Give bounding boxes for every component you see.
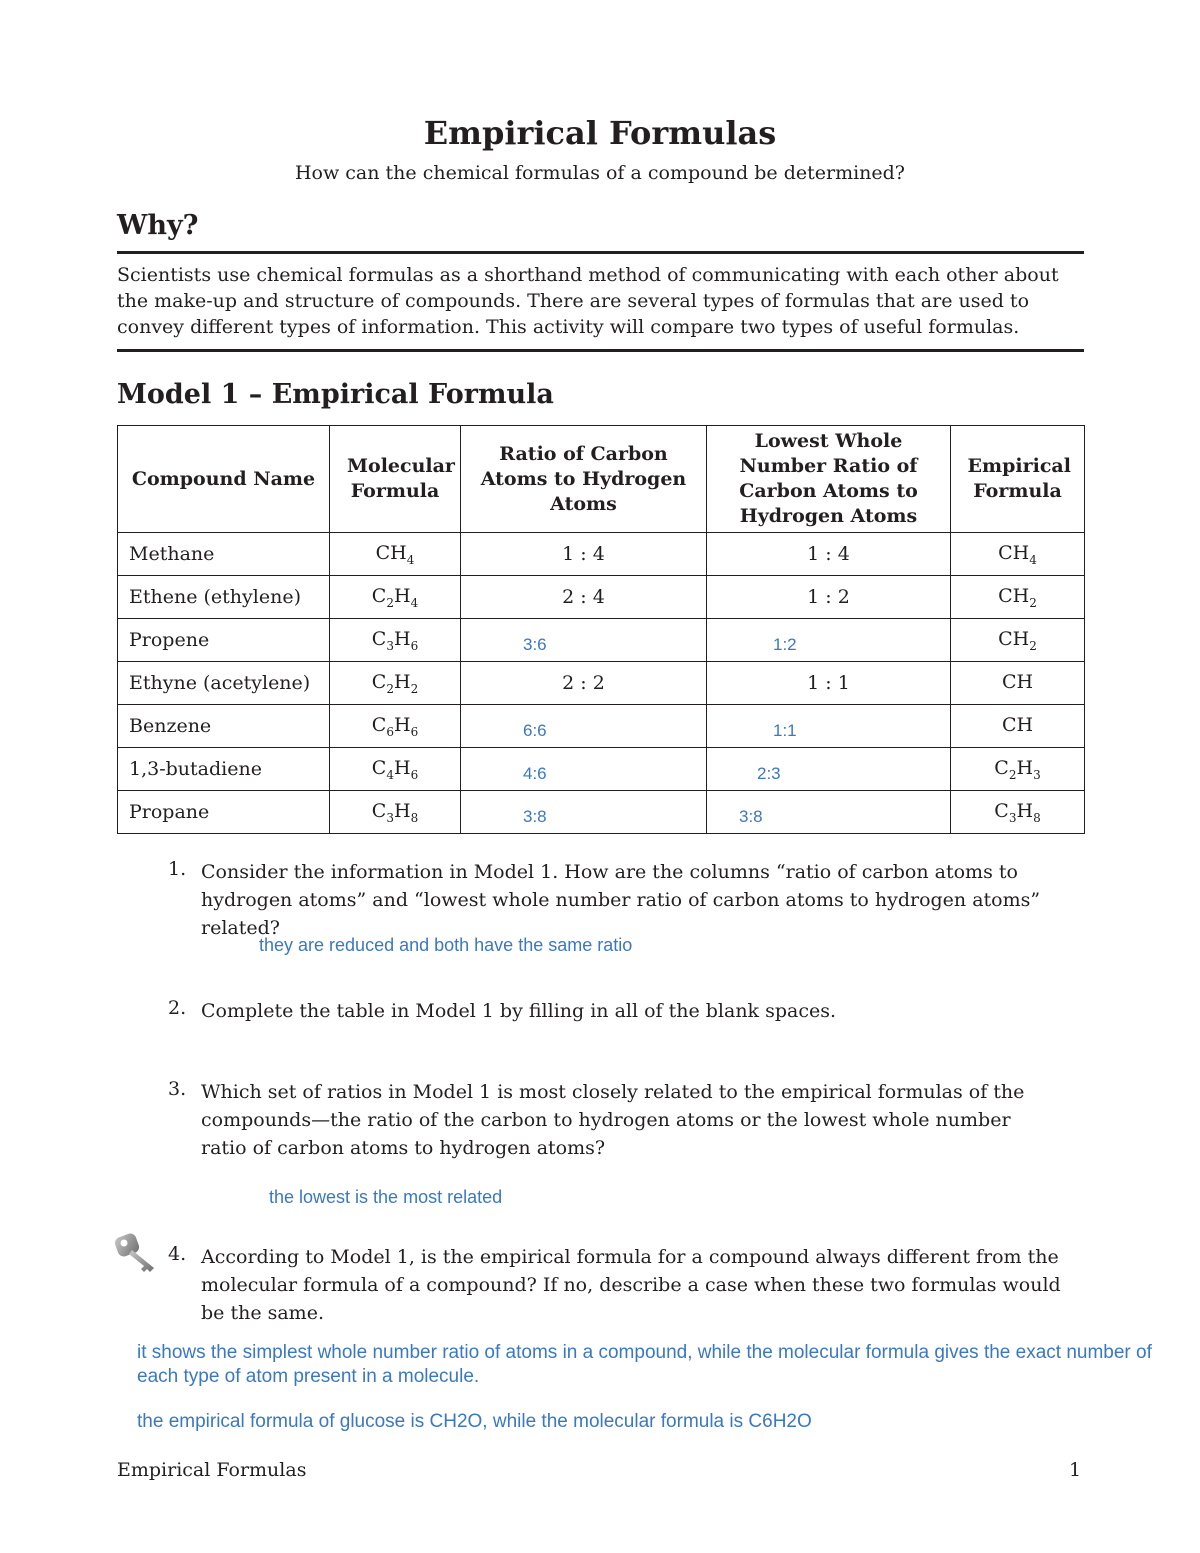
ratio-cell-value: 3:6 [523, 635, 547, 654]
question-4-text: According to Model 1, is the empirical formula for a compound always different from the molecular formula of a compound? If no, describe a case when these two formulas would be the same. [201, 1246, 1061, 1324]
molecular-formula-cell [330, 705, 461, 748]
section-rule-bottom [117, 349, 1084, 352]
formula-subscript: 3 [386, 638, 394, 653]
compound-name-cell: Propene [118, 619, 330, 662]
formula-subscript: 6 [410, 724, 419, 739]
lowest-ratio-cell[interactable] [707, 619, 951, 662]
molecular-formula-cell [330, 533, 461, 576]
empirical-formula-cell [951, 705, 1085, 748]
question-1-number: 1. [168, 858, 187, 880]
question-1-answer[interactable]: they are reduced and both have the same ratio [259, 935, 633, 955]
formula-element: H [393, 799, 411, 822]
table-row [118, 748, 1085, 791]
lowest-ratio-cell: 1 : 2 [707, 576, 951, 619]
formula-element: C [371, 799, 387, 822]
lowest-ratio-cell-value: 1:2 [773, 635, 797, 654]
question-2-number: 2. [168, 997, 187, 1019]
lowest-ratio-cell-value: 2:3 [757, 764, 781, 783]
table-row [118, 791, 1085, 834]
footer-page-number: 1 [1069, 1459, 1082, 1481]
ratio-cell-value: 6:6 [523, 721, 547, 740]
header-compound-name: Compound Name [118, 426, 330, 533]
formula-subscript: 6 [410, 767, 419, 782]
formula-subscript: 6 [386, 724, 394, 739]
molecular-formula-cell [330, 662, 461, 705]
question-4-answer-2[interactable]: the empirical formula of glucose is CH2O, while the molecular formula is C6H2O [137, 1411, 812, 1432]
model1-table [117, 425, 1085, 834]
formula-element: CH [998, 627, 1030, 650]
table-row [118, 619, 1085, 662]
formula-element: H [393, 713, 411, 736]
ratio-cell-value: 4:6 [523, 764, 547, 783]
ratio-cell: 1 : 4 [461, 533, 707, 576]
ratio-cell[interactable] [461, 705, 707, 748]
model1-heading: Model 1 – Empirical Formula [117, 379, 554, 410]
empirical-formula-cell [951, 619, 1085, 662]
empirical-formula-cell [951, 662, 1085, 705]
formula-element: H [1016, 756, 1034, 779]
formula-subscript: 4 [410, 595, 419, 610]
empirical-formula-cell [951, 791, 1085, 834]
formula-subscript: 8 [410, 810, 419, 825]
lowest-ratio-cell[interactable] [707, 791, 951, 834]
header-lowest-ratio: Lowest Whole Number Ratio of Carbon Atoms to Hydrogen Atoms [707, 426, 951, 533]
formula-subscript: 2 [386, 595, 394, 610]
empirical-formula-cell [951, 748, 1085, 791]
table-header-row [118, 426, 1085, 533]
formula-element: CH [1001, 713, 1034, 736]
table-row [118, 576, 1085, 619]
formula-element: C [994, 756, 1009, 779]
formula-element: H [393, 670, 411, 693]
formula-element: H [393, 627, 411, 650]
table-row [118, 533, 1085, 576]
ratio-cell: 2 : 4 [461, 576, 707, 619]
molecular-formula-cell [330, 748, 461, 791]
compound-name-cell: Benzene [118, 705, 330, 748]
header-molecular-formula: Molecular Formula [330, 426, 461, 533]
lowest-ratio-cell: 1 : 4 [707, 533, 951, 576]
formula-subscript: 3 [1008, 810, 1017, 825]
lowest-ratio-cell-value: 1:1 [773, 721, 797, 740]
lowest-ratio-cell: 1 : 1 [707, 662, 951, 705]
formula-subscript: 2 [386, 681, 394, 696]
page-subtitle: How can the chemical formulas of a compound be determined? [294, 162, 905, 184]
table-row [118, 705, 1085, 748]
compound-name-cell: 1,3-butadiene [118, 748, 330, 791]
formula-element: C [375, 541, 391, 564]
formula-subscript: 3 [386, 810, 394, 825]
lowest-ratio-cell[interactable] [707, 705, 951, 748]
question-3-answer[interactable]: the lowest is the most related [269, 1187, 503, 1207]
question-4-number: 4. [168, 1243, 187, 1265]
header-empirical-formula: Empirical Formula [951, 426, 1085, 533]
formula-element: C [371, 756, 387, 779]
question-3-text: Which set of ratios in Model 1 is most closely related to the empirical formulas of the compounds—the ratio of the carbon to hydrogen atoms or the lowest whole number ratio of carbon atoms to hydrogen atoms? [201, 1081, 1025, 1159]
table-row [118, 662, 1085, 705]
ratio-cell: 2 : 2 [461, 662, 707, 705]
formula-element: H [393, 584, 411, 607]
lowest-ratio-cell-value: 3:8 [739, 807, 763, 826]
empirical-formula-cell [951, 576, 1085, 619]
formula-subscript: 4 [386, 767, 394, 782]
molecular-formula-cell [330, 791, 461, 834]
why-text: Scientists use chemical formulas as a shorthand method of communicating with each other about the make-up and structure of compounds. There are several types of formulas that are used to convey different types of information. This activity will compare two types of useful formulas. [117, 264, 1059, 338]
compound-name-cell: Ethyne (acetylene) [118, 662, 330, 705]
formula-element: C [371, 627, 387, 650]
formula-subscript: 2 [1029, 595, 1037, 610]
question-1-text: Consider the information in Model 1. How are the columns “ratio of carbon atoms to hydrogen atoms” and “lowest whole number ratio of carbon atoms to hydrogen atoms” related? [201, 861, 1041, 939]
formula-subscript: 2 [410, 681, 419, 696]
page-title: Empirical Formulas [423, 114, 777, 152]
header-ratio: Ratio of Carbon Atoms to Hydrogen Atoms [461, 426, 707, 533]
question-4-answer[interactable]: it shows the simplest whole number ratio of atoms in a compound, while the molecular formula gives the exact number of each type of atom present in a molecule. [137, 1342, 1152, 1387]
ratio-cell[interactable] [461, 791, 707, 834]
formula-element: C [994, 799, 1009, 822]
ratio-cell[interactable] [461, 748, 707, 791]
question-3-number: 3. [168, 1078, 187, 1100]
footer-title: Empirical Formulas [117, 1459, 307, 1481]
why-heading: Why? [117, 210, 199, 241]
formula-element: CH [998, 541, 1030, 564]
ratio-cell[interactable] [461, 619, 707, 662]
formula-element: CH [998, 584, 1030, 607]
lowest-ratio-cell[interactable] [707, 748, 951, 791]
formula-element: CH [1001, 670, 1034, 693]
formula-element: C [371, 713, 387, 736]
key-icon [114, 1232, 162, 1278]
formula-element: H [1016, 799, 1034, 822]
formula-subscript: 3 [1033, 767, 1041, 782]
molecular-formula-cell [330, 576, 461, 619]
question-2-text: Complete the table in Model 1 by filling in all of the blank spaces. [201, 1000, 837, 1022]
formula-element: C [371, 670, 387, 693]
ratio-cell-value: 3:8 [523, 807, 547, 826]
compound-name-cell: Propane [118, 791, 330, 834]
formula-subscript: 4 [406, 552, 415, 567]
compound-name-cell: Ethene (ethylene) [118, 576, 330, 619]
formula-element: C [371, 584, 387, 607]
formula-subscript: 8 [1033, 810, 1041, 825]
compound-name-cell: Methane [118, 533, 330, 576]
formula-subscript: 2 [1008, 767, 1017, 782]
section-rule-top [117, 251, 1084, 254]
formula-element: H [393, 756, 411, 779]
formula-element: H [390, 541, 407, 564]
formula-subscript: 4 [1029, 552, 1037, 567]
empirical-formula-cell [951, 533, 1085, 576]
molecular-formula-cell [330, 619, 461, 662]
formula-subscript: 6 [410, 638, 419, 653]
formula-subscript: 2 [1029, 638, 1037, 653]
